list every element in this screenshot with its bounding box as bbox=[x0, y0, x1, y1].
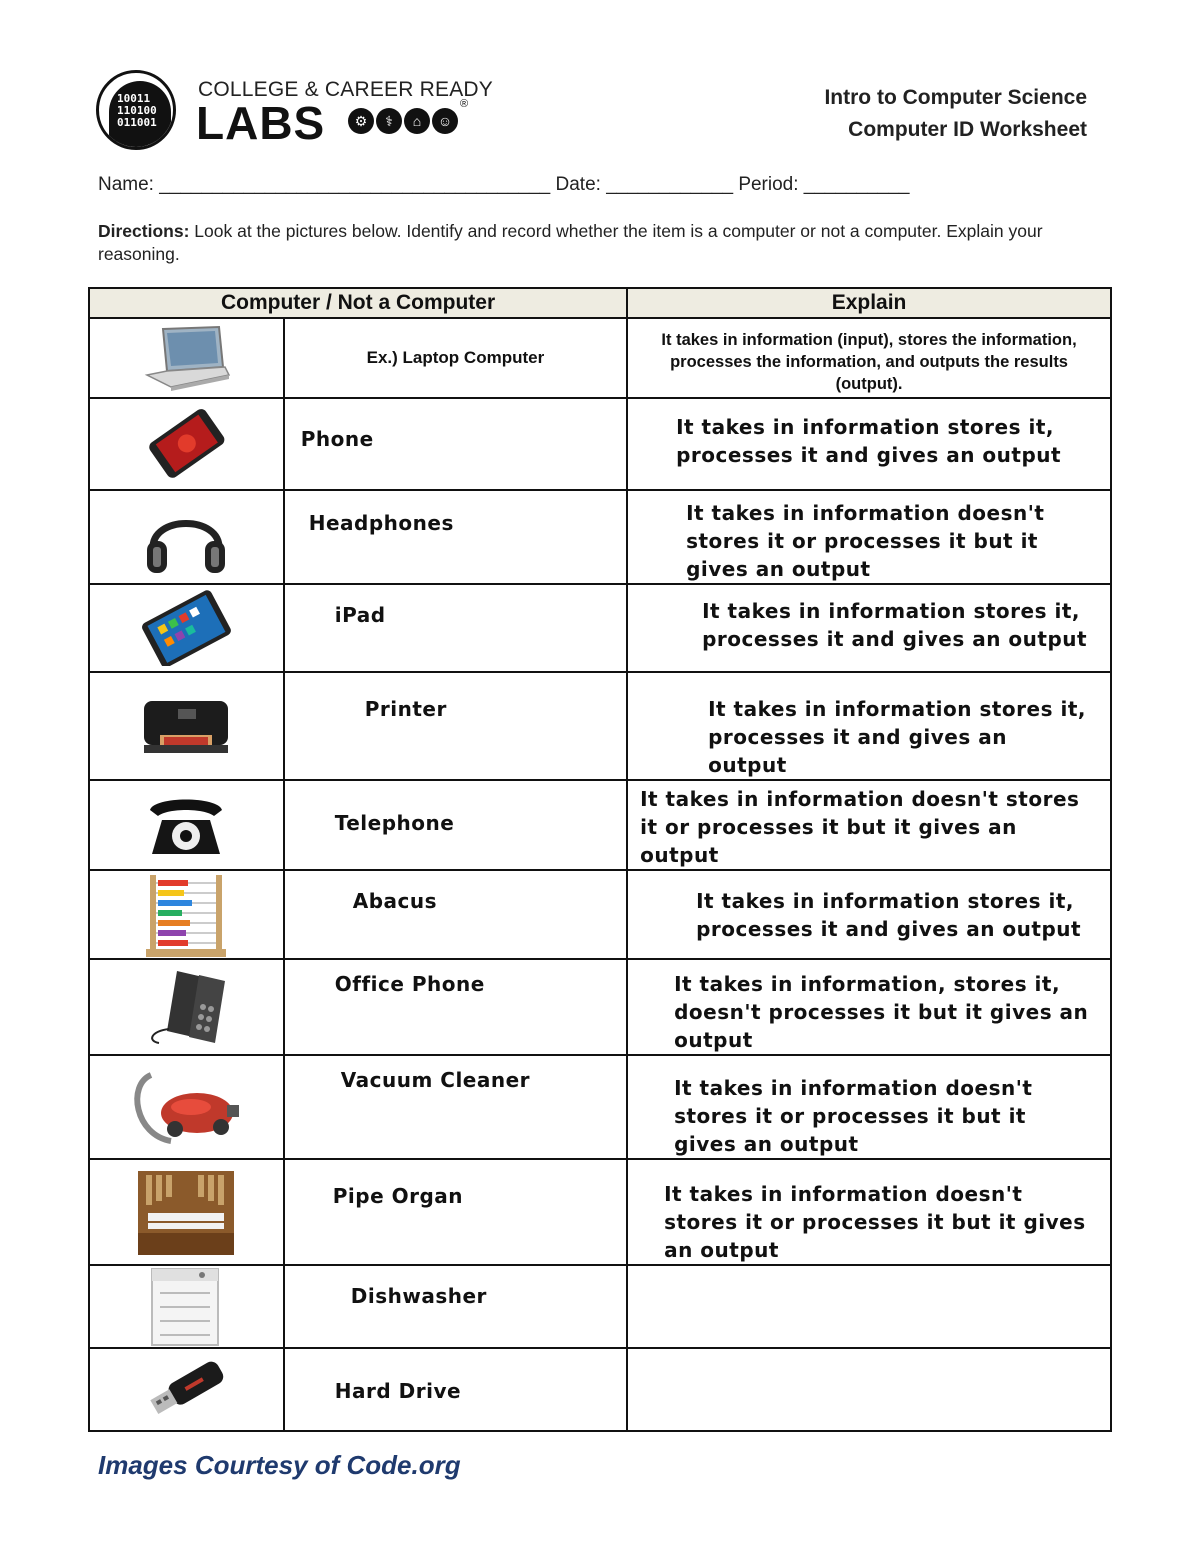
item-name: Vacuum Cleaner bbox=[340, 1068, 531, 1092]
organ-icon bbox=[134, 1169, 238, 1255]
item-explain-cell[interactable] bbox=[627, 870, 1111, 959]
laptop-icon bbox=[141, 325, 231, 391]
example-image-cell bbox=[89, 318, 284, 398]
directions-label: Directions: bbox=[98, 221, 190, 241]
table-row bbox=[89, 870, 1111, 959]
item-name: Dishwasher bbox=[350, 1284, 487, 1308]
item-explain: It takes in information, stores it, doesn't processes it but it gives an output bbox=[674, 972, 1089, 1052]
item-explain-cell[interactable] bbox=[627, 1265, 1111, 1348]
abacus-icon bbox=[144, 873, 228, 957]
period-label: Period: bbox=[738, 174, 799, 195]
item-image-cell bbox=[89, 959, 284, 1055]
period-field[interactable]: __________ bbox=[803, 174, 910, 195]
item-explain bbox=[628, 1266, 1110, 1282]
example-row bbox=[89, 318, 1111, 398]
date-label: Date: bbox=[555, 174, 601, 195]
item-name: Printer bbox=[364, 697, 447, 721]
header-computer: Computer / Not a Computer bbox=[89, 288, 627, 318]
table-row bbox=[89, 1348, 1111, 1431]
item-name-cell bbox=[284, 1348, 627, 1431]
item-name: Abacus bbox=[352, 889, 438, 913]
medical-icon: ⚕ bbox=[376, 108, 402, 134]
table-row bbox=[89, 672, 1111, 780]
people-icon: ☺ bbox=[432, 108, 458, 134]
item-name-cell bbox=[284, 870, 627, 959]
item-name: Telephone bbox=[334, 811, 455, 835]
item-image-cell bbox=[89, 1265, 284, 1348]
table-row bbox=[89, 1159, 1111, 1265]
item-image-cell bbox=[89, 398, 284, 490]
image-credit: Images Courtesy of Code.org bbox=[98, 1450, 461, 1480]
name-field[interactable]: _____________________________________ bbox=[159, 174, 551, 195]
table-row bbox=[89, 1055, 1111, 1159]
example-explain-cell bbox=[627, 318, 1111, 398]
logo-wordmark: LABS bbox=[196, 97, 326, 149]
item-explain-cell[interactable] bbox=[627, 959, 1111, 1055]
item-name-cell bbox=[284, 398, 627, 490]
item-explain: It takes in information doesn't stores it or processes it but it gives an output bbox=[640, 787, 1080, 867]
student-info-line bbox=[98, 174, 909, 196]
course-title: Intro to Computer Science bbox=[824, 86, 1087, 109]
registered-mark: ® bbox=[460, 98, 469, 110]
logo-tagline: COLLEGE & CAREER READY bbox=[198, 78, 493, 101]
logo-career-icons bbox=[348, 108, 458, 134]
item-image-cell bbox=[89, 1348, 284, 1431]
printer-icon bbox=[138, 691, 234, 761]
item-name: Pipe Organ bbox=[332, 1184, 464, 1208]
item-explain-cell[interactable] bbox=[627, 584, 1111, 672]
item-name-cell bbox=[284, 1265, 627, 1348]
head-logo-icon: 10011 110100 011001 bbox=[96, 70, 176, 150]
item-name: Office Phone bbox=[334, 972, 485, 996]
table-row bbox=[89, 584, 1111, 672]
tablet-icon bbox=[131, 590, 241, 666]
usb-drive-icon bbox=[136, 1353, 236, 1427]
item-explain: It takes in information stores it, processes it and gives an output bbox=[676, 415, 1062, 467]
dishwasher-icon bbox=[146, 1267, 226, 1347]
item-explain: It takes in information stores it, processes it and gives an output bbox=[708, 697, 1086, 777]
labs-logo bbox=[96, 70, 516, 154]
item-name-cell bbox=[284, 959, 627, 1055]
item-image-cell bbox=[89, 1055, 284, 1159]
item-explain: It takes in information doesn't stores it or processes it but it gives an output bbox=[664, 1182, 1086, 1262]
item-name-cell bbox=[284, 780, 627, 870]
worksheet-header bbox=[824, 82, 1087, 146]
gear-icon: ⚙ bbox=[348, 108, 374, 134]
item-image-cell bbox=[89, 1159, 284, 1265]
item-image-cell bbox=[89, 780, 284, 870]
item-explain-cell[interactable] bbox=[627, 490, 1111, 584]
item-name-cell bbox=[284, 672, 627, 780]
item-name-cell bbox=[284, 1055, 627, 1159]
item-explain: It takes in information doesn't stores it or processes it but it gives an output bbox=[686, 501, 1045, 581]
table-header-row bbox=[89, 288, 1111, 318]
table-row bbox=[89, 780, 1111, 870]
table-row bbox=[89, 490, 1111, 584]
item-image-cell bbox=[89, 584, 284, 672]
office-phone-icon bbox=[141, 967, 231, 1047]
computer-id-table bbox=[88, 287, 1112, 1432]
item-name: iPad bbox=[334, 603, 386, 627]
directions bbox=[98, 220, 1098, 266]
name-label: Name: bbox=[98, 174, 154, 195]
date-field[interactable]: ____________ bbox=[606, 174, 734, 195]
item-explain-cell[interactable] bbox=[627, 672, 1111, 780]
directions-text: Look at the pictures below. Identify and record whether the item is a computer or not a computer. Explain your reasoning. bbox=[98, 221, 1043, 264]
worksheet-title: Computer ID Worksheet bbox=[848, 118, 1087, 141]
house-icon: ⌂ bbox=[404, 108, 430, 134]
item-image-cell bbox=[89, 672, 284, 780]
item-explain-cell[interactable] bbox=[627, 398, 1111, 490]
item-explain-cell[interactable] bbox=[627, 780, 1111, 870]
item-name: Hard Drive bbox=[334, 1379, 462, 1403]
item-name-cell bbox=[284, 584, 627, 672]
item-name-cell bbox=[284, 1159, 627, 1265]
example-name-cell bbox=[284, 318, 627, 398]
item-name: Phone bbox=[300, 427, 374, 451]
item-explain: It takes in information stores it, processes it and gives an output bbox=[702, 599, 1088, 651]
phone-icon bbox=[131, 401, 241, 487]
rotary-phone-icon bbox=[144, 792, 228, 858]
example-explain: It takes in information (input), stores the information, processes the information, and outputs the results (output). bbox=[661, 331, 1077, 393]
item-name-cell bbox=[284, 490, 627, 584]
item-explain: It takes in information doesn't stores it or processes it but it gives an output bbox=[674, 1076, 1033, 1156]
header-explain: Explain bbox=[627, 288, 1111, 318]
item-explain-cell[interactable] bbox=[627, 1348, 1111, 1431]
item-explain-cell[interactable] bbox=[627, 1055, 1111, 1159]
vacuum-icon bbox=[131, 1065, 241, 1149]
item-name: Headphones bbox=[308, 511, 454, 535]
item-explain-cell[interactable] bbox=[627, 1159, 1111, 1265]
item-image-cell bbox=[89, 490, 284, 584]
table-row bbox=[89, 398, 1111, 490]
headphones-icon bbox=[141, 497, 231, 577]
table-row bbox=[89, 1265, 1111, 1348]
example-name: Ex.) Laptop Computer bbox=[366, 348, 545, 367]
item-explain: It takes in information stores it, processes it and gives an output bbox=[696, 889, 1082, 941]
item-image-cell bbox=[89, 870, 284, 959]
table-row bbox=[89, 959, 1111, 1055]
item-explain bbox=[628, 1349, 1110, 1365]
